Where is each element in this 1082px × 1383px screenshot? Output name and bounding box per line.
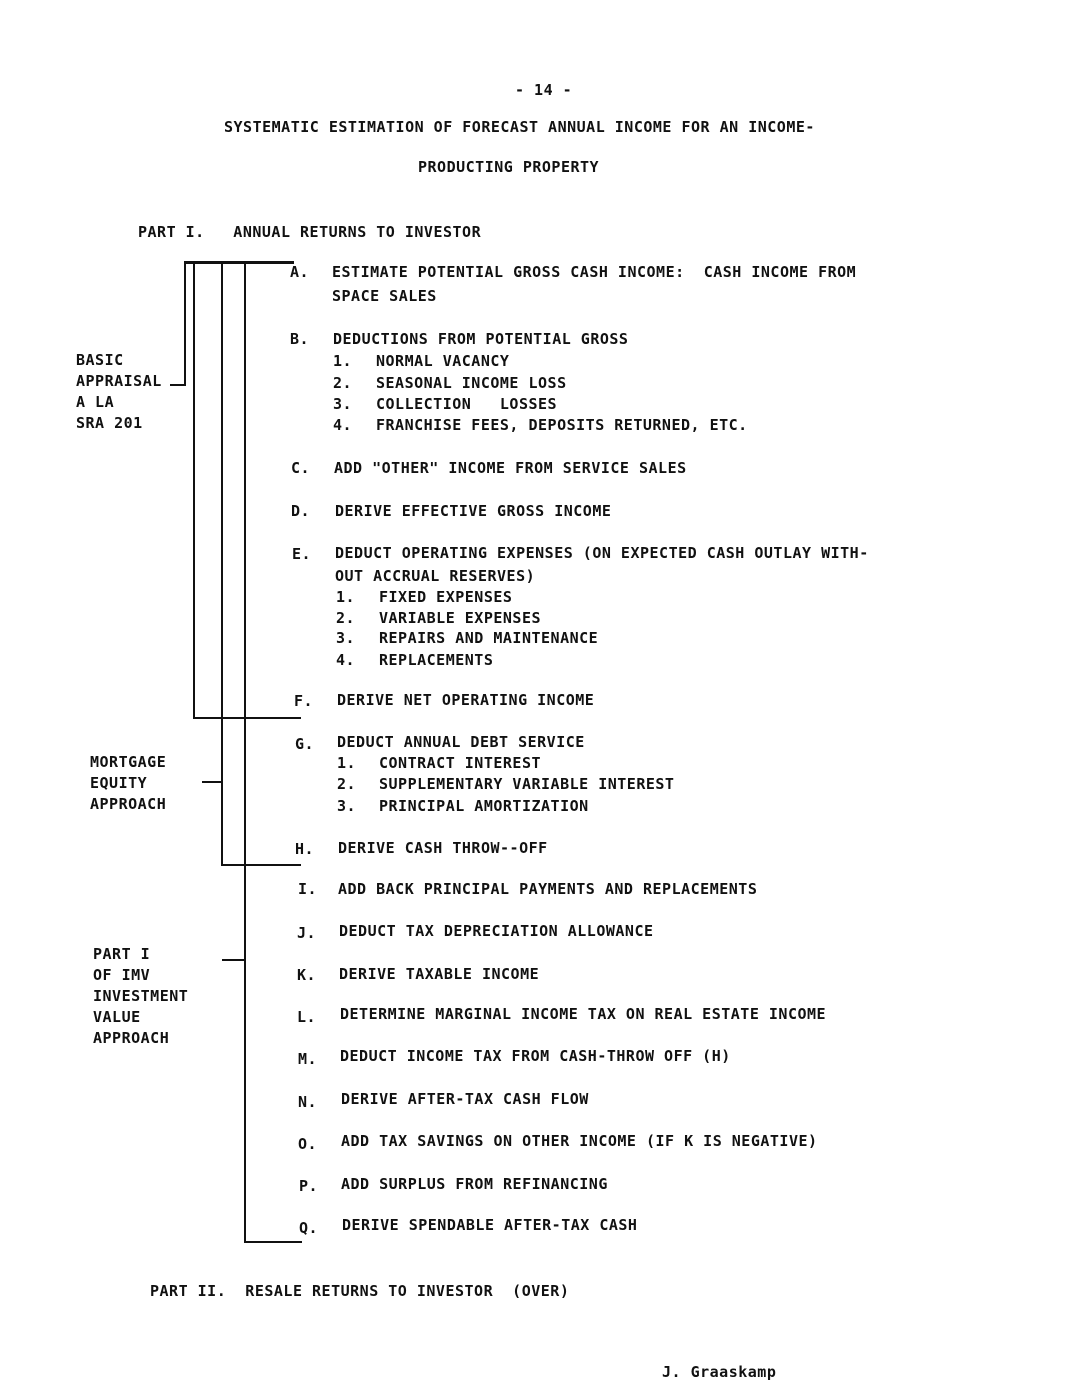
basic-appraisal-line: BASIC bbox=[76, 351, 124, 369]
step-b-sub-text: NORMAL VACANCY bbox=[376, 352, 510, 370]
step-h-text: DERIVE CASH THROW--OFF bbox=[338, 839, 548, 857]
part2-heading: PART II. RESALE RETURNS TO INVESTOR (OVER) bbox=[150, 1282, 570, 1300]
basic-appraisal-line: A LA bbox=[76, 393, 115, 411]
bracket-f-vertical bbox=[193, 263, 195, 719]
bracket-h-bottom bbox=[221, 864, 301, 866]
step-a-text: ESTIMATE POTENTIAL GROSS CASH INCOME: CASH INCOME FROM bbox=[332, 263, 857, 281]
step-c-text: ADD "OTHER" INCOME FROM SERVICE SALES bbox=[334, 459, 687, 477]
step-b-sub-text: COLLECTION LOSSES bbox=[376, 395, 558, 413]
step-e-sub-num: 3. bbox=[336, 629, 356, 647]
step-e-sub-num: 2. bbox=[336, 609, 356, 627]
step-letter-g: G. bbox=[295, 735, 315, 753]
step-b-sub-text: SEASONAL INCOME LOSS bbox=[376, 374, 567, 392]
step-e-sub-num: 4. bbox=[336, 651, 356, 669]
basic-appraisal-line: SRA 201 bbox=[76, 414, 143, 432]
step-letter-e: E. bbox=[292, 545, 312, 563]
investment-value-line: PART I bbox=[93, 945, 151, 963]
bracket-mortgage-tick bbox=[202, 781, 222, 783]
document-title-line1: SYSTEMATIC ESTIMATION OF FORECAST ANNUAL INCOME FOR AN INCOME- bbox=[224, 118, 815, 136]
bracket-h-vertical bbox=[221, 263, 223, 866]
step-letter-d: D. bbox=[291, 502, 311, 520]
step-p-text: ADD SURPLUS FROM REFINANCING bbox=[341, 1175, 608, 1193]
mortgage-equity-line: MORTGAGE bbox=[90, 753, 167, 771]
step-letter-c: C. bbox=[291, 459, 311, 477]
step-e-sub-num: 1. bbox=[336, 588, 356, 606]
step-n-text: DERIVE AFTER-TAX CASH FLOW bbox=[341, 1090, 589, 1108]
step-e-sub-text: REPLACEMENTS bbox=[379, 651, 494, 669]
step-letter-l: L. bbox=[297, 1008, 317, 1026]
step-g-sub-num: 3. bbox=[337, 797, 357, 815]
bracket-q-bottom bbox=[244, 1241, 302, 1243]
step-e-sub-text: FIXED EXPENSES bbox=[379, 588, 513, 606]
step-g-sub-text: CONTRACT INTEREST bbox=[379, 754, 542, 772]
step-b-sub-num: 1. bbox=[333, 352, 353, 370]
bracket-a-top bbox=[184, 261, 294, 264]
investment-value-label bbox=[93, 944, 188, 1049]
step-e-sub-text: VARIABLE EXPENSES bbox=[379, 609, 542, 627]
step-letter-m: M. bbox=[298, 1050, 318, 1068]
step-letter-i: I. bbox=[298, 880, 318, 898]
mortgage-equity-line: EQUITY bbox=[90, 774, 148, 792]
signature: J. Graaskamp bbox=[662, 1363, 777, 1381]
step-letter-a: A. bbox=[290, 263, 310, 281]
mortgage-equity-line: APPROACH bbox=[90, 795, 167, 813]
step-g-sub-num: 1. bbox=[337, 754, 357, 772]
step-b-sub-text: FRANCHISE FEES, DEPOSITS RETURNED, ETC. bbox=[376, 416, 748, 434]
step-b-sub-num: 4. bbox=[333, 416, 353, 434]
step-f-text: DERIVE NET OPERATING INCOME bbox=[337, 691, 595, 709]
step-j-text: DEDUCT TAX DEPRECIATION ALLOWANCE bbox=[339, 922, 654, 940]
page-number: - 14 - bbox=[515, 81, 573, 99]
part1-heading: PART I. ANNUAL RETURNS TO INVESTOR bbox=[138, 223, 482, 241]
bracket-q-vertical bbox=[244, 263, 246, 1243]
bracket-basic-tick bbox=[170, 384, 186, 386]
step-g-sub-text: SUPPLEMENTARY VARIABLE INTEREST bbox=[379, 775, 675, 793]
step-letter-j: J. bbox=[297, 924, 317, 942]
step-letter-b: B. bbox=[290, 330, 310, 348]
step-g-text: DEDUCT ANNUAL DEBT SERVICE bbox=[337, 733, 585, 751]
step-letter-k: K. bbox=[297, 966, 317, 984]
step-e-text: DEDUCT OPERATING EXPENSES (ON EXPECTED CASH OUTLAY WITH- bbox=[335, 544, 869, 562]
step-b-sub-num: 2. bbox=[333, 374, 353, 392]
step-e-text: OUT ACCRUAL RESERVES) bbox=[335, 567, 536, 585]
investment-value-line: VALUE bbox=[93, 1008, 141, 1026]
step-e-sub-text: REPAIRS AND MAINTENANCE bbox=[379, 629, 599, 647]
step-d-text: DERIVE EFFECTIVE GROSS INCOME bbox=[335, 502, 612, 520]
step-g-sub-text: PRINCIPAL AMORTIZATION bbox=[379, 797, 589, 815]
step-l-text: DETERMINE MARGINAL INCOME TAX ON REAL ESTATE INCOME bbox=[340, 1005, 827, 1023]
basic-appraisal-line: APPRAISAL bbox=[76, 372, 162, 390]
step-q-text: DERIVE SPENDABLE AFTER-TAX CASH bbox=[342, 1216, 638, 1234]
basic-appraisal-label bbox=[76, 350, 162, 434]
step-letter-n: N. bbox=[298, 1093, 318, 1111]
step-m-text: DEDUCT INCOME TAX FROM CASH-THROW OFF (H) bbox=[340, 1047, 731, 1065]
step-letter-q: Q. bbox=[299, 1219, 319, 1237]
step-letter-p: P. bbox=[299, 1177, 319, 1195]
step-letter-h: H. bbox=[295, 840, 315, 858]
investment-value-line: OF IMV bbox=[93, 966, 151, 984]
document-title-line2: PRODUCTING PROPERTY bbox=[418, 158, 600, 176]
step-b-text: DEDUCTIONS FROM POTENTIAL GROSS bbox=[333, 330, 629, 348]
step-i-text: ADD BACK PRINCIPAL PAYMENTS AND REPLACEMENTS bbox=[338, 880, 758, 898]
mortgage-equity-label bbox=[90, 752, 166, 815]
investment-value-line: APPROACH bbox=[93, 1029, 170, 1047]
bracket-basic-vertical bbox=[184, 261, 186, 386]
step-k-text: DERIVE TAXABLE INCOME bbox=[339, 965, 540, 983]
bracket-f-bottom bbox=[193, 717, 301, 719]
step-a-text: SPACE SALES bbox=[332, 287, 437, 305]
bracket-inv-tick bbox=[222, 959, 245, 961]
step-b-sub-num: 3. bbox=[333, 395, 353, 413]
step-letter-f: F. bbox=[294, 692, 314, 710]
step-o-text: ADD TAX SAVINGS ON OTHER INCOME (IF K IS NEGATIVE) bbox=[341, 1132, 818, 1150]
investment-value-line: INVESTMENT bbox=[93, 987, 189, 1005]
step-g-sub-num: 2. bbox=[337, 775, 357, 793]
step-letter-o: O. bbox=[298, 1135, 318, 1153]
